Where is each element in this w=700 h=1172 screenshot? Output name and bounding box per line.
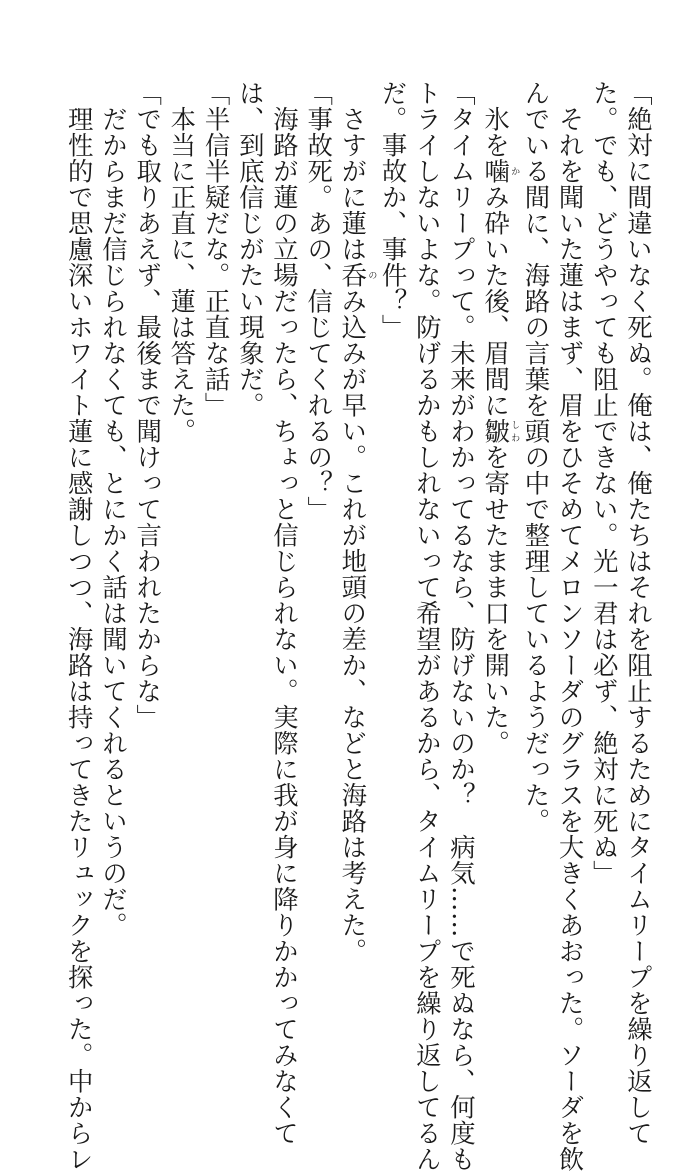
text-line: 本当に正直に、蓮は答えた。 bbox=[167, 80, 198, 444]
text-line: は、到底信じがたい現象だ。 bbox=[235, 80, 266, 418]
furigana-word: 皺しわ bbox=[481, 418, 520, 444]
furigana-word: 噛か bbox=[481, 158, 520, 184]
furigana-reading: か bbox=[509, 158, 520, 184]
text-line: 海路が蓮の立場だったら、ちょっと信じられない。実際に我が身に降りかかってみなくて bbox=[269, 80, 300, 1146]
text-line: 「絶対に間違いなく死ぬ。俺は、俺たちはそれを阻止するためにタイムリープを繰り返して bbox=[624, 80, 654, 1146]
text-line: それを聞いた蓮はまず、眉をひそめてメロンソーダのグラスを大きくあおった。ソーダを飲 bbox=[555, 80, 586, 1172]
text-line: 「タイムリープって。未来がわかってるなら、防げないのか？ 病気……で死ぬなら、何度も bbox=[446, 80, 477, 1172]
furigana-reading: しわ bbox=[509, 418, 520, 444]
text-line: 氷を噛かみ砕いた後、眉間に皺しわを寄せたまま口を開いた。 bbox=[481, 106, 520, 756]
text-line: さすがに蓮は呑のみ込みが早い。これが地頭の差か、などと海路は考えた。 bbox=[338, 106, 377, 964]
text-line: んでいる間に、海路の言葉を頭の中で整理しているようだった。 bbox=[521, 80, 552, 834]
text-line: 「でも取りあえず、最後まで聞けって言われたからな」 bbox=[133, 80, 164, 730]
furigana-word: 呑の bbox=[338, 262, 377, 288]
text-line: だ。事故か、事件？」 bbox=[378, 80, 409, 340]
text-line: だからまだ信じられなくても、とにかく話は聞いてくれるというのだ。 bbox=[98, 80, 129, 938]
text-line: 理性的で思慮深いホワイト蓮に感謝しつつ、海路は持ってきたリュックを探った。中からレ bbox=[64, 80, 95, 1172]
text-line: た。でも、どうやっても阻止できない。光一君は必ず、絶対に死ぬ」 bbox=[589, 80, 620, 886]
furigana-reading: の bbox=[366, 262, 377, 288]
text-line: 「半信半疑だな。正直な話」 bbox=[201, 80, 232, 418]
vertical-text-block bbox=[63, 80, 656, 1172]
text-line: 「事故死。あの、信じてくれるの？」 bbox=[304, 80, 335, 522]
text-line: トライしないよな。防げるかもしれないって希望があるから、タイムリープを繰り返してるん bbox=[412, 80, 443, 1172]
